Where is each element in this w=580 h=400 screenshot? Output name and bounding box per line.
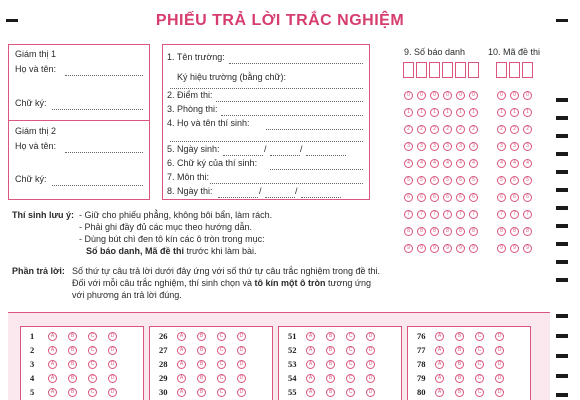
answer-option-bubble[interactable]: B xyxy=(455,388,464,397)
answer-option-bubble[interactable]: D xyxy=(108,346,117,355)
question-number: 76 xyxy=(417,331,426,341)
timing-mark xyxy=(556,134,568,138)
notes-line-4-rest: trước khi làm bài. xyxy=(184,246,257,256)
exam-code-bubble[interactable]: 7 xyxy=(523,210,532,219)
candidate-number-bubble[interactable]: 8 xyxy=(469,227,478,236)
answer-option-bubble[interactable]: D xyxy=(237,332,246,341)
answer-option-bubble[interactable]: A xyxy=(306,360,315,369)
answer-option-bubble[interactable]: B xyxy=(326,346,335,355)
field-school-name: 1. Tên trường: xyxy=(167,52,225,62)
answer-option-bubble[interactable]: D xyxy=(108,360,117,369)
candidate-number-cell[interactable] xyxy=(403,62,414,78)
exam-code-bubble[interactable]: 9 xyxy=(497,244,506,253)
question-number: 80 xyxy=(417,387,426,397)
exam-code-bubble[interactable]: 3 xyxy=(523,142,532,151)
exam-code-bubble[interactable]: 8 xyxy=(497,227,506,236)
answer-option-bubble[interactable]: C xyxy=(217,374,226,383)
exam-code-bubble[interactable]: 1 xyxy=(523,108,532,117)
candidate-number-bubble[interactable]: 5 xyxy=(443,176,452,185)
candidate-number-bubble[interactable]: 4 xyxy=(417,159,426,168)
candidate-number-bubble[interactable]: 0 xyxy=(404,91,413,100)
answer-option-bubble[interactable]: C xyxy=(475,388,484,397)
question-number: 77 xyxy=(417,345,426,355)
candidate-number-bubble[interactable]: 9 xyxy=(443,244,452,253)
answer-option-bubble[interactable]: C xyxy=(346,374,355,383)
answer-option-bubble[interactable]: B xyxy=(455,360,464,369)
answer-option-bubble[interactable]: B xyxy=(197,388,206,397)
exam-code-bubble[interactable]: 1 xyxy=(497,108,506,117)
answer-note-line-2-post: tương ứng xyxy=(325,278,371,288)
timing-mark xyxy=(556,334,568,338)
candidate-number-bubble[interactable]: 7 xyxy=(443,210,452,219)
answer-option-bubble[interactable]: D xyxy=(366,388,375,397)
timing-mark xyxy=(556,116,568,120)
birth-year-line[interactable] xyxy=(306,155,346,156)
candidate-number-bubble[interactable]: 6 xyxy=(417,193,426,202)
exam-code-bubble[interactable]: 7 xyxy=(510,210,519,219)
answer-option-bubble[interactable]: B xyxy=(326,360,335,369)
exam-code-cell[interactable] xyxy=(509,62,520,78)
candidate-number-bubble[interactable]: 1 xyxy=(430,108,439,117)
notes-heading: Thí sinh lưu ý: xyxy=(12,210,75,220)
candidate-number-bubble[interactable]: 3 xyxy=(417,142,426,151)
exam-code-bubble[interactable]: 4 xyxy=(497,159,506,168)
answer-option-bubble[interactable]: C xyxy=(346,360,355,369)
candidate-number-bubble[interactable]: 5 xyxy=(469,176,478,185)
answer-option-bubble[interactable]: D xyxy=(366,346,375,355)
exam-code-cell[interactable] xyxy=(522,62,533,78)
answer-option-bubble[interactable]: A xyxy=(48,360,57,369)
timing-mark xyxy=(556,393,568,397)
candidate-number-cell[interactable] xyxy=(429,62,440,78)
question-number: 28 xyxy=(159,359,168,369)
candidate-number-bubble[interactable]: 1 xyxy=(469,108,478,117)
exam-code-bubble[interactable]: 9 xyxy=(523,244,532,253)
examiner-2-name-label: Họ và tên: xyxy=(15,141,57,151)
answer-option-bubble[interactable]: D xyxy=(237,374,246,383)
candidate-number-bubble[interactable]: 3 xyxy=(430,142,439,151)
examiner-1-sign-label: Chữ ký: xyxy=(15,98,47,108)
date-separator-3: / xyxy=(259,186,262,196)
answer-option-bubble[interactable]: A xyxy=(48,332,57,341)
candidate-number-bubble[interactable]: 1 xyxy=(456,108,465,117)
question-number: 2 xyxy=(30,345,35,355)
answer-option-bubble[interactable]: D xyxy=(237,360,246,369)
field-exam-site: 2. Điểm thi: xyxy=(167,90,213,100)
answer-option-bubble[interactable]: C xyxy=(217,332,226,341)
field-candidate-name-line[interactable] xyxy=(266,129,363,130)
candidate-number-bubble[interactable]: 1 xyxy=(443,108,452,117)
candidate-number-cell[interactable] xyxy=(468,62,479,78)
examiner-1-name-label: Họ và tên: xyxy=(15,64,57,74)
timing-mark xyxy=(556,170,568,174)
candidate-number-bubble[interactable]: 1 xyxy=(417,108,426,117)
candidate-number-bubble[interactable]: 0 xyxy=(430,91,439,100)
question-number: 78 xyxy=(417,359,426,369)
question-number: 27 xyxy=(159,345,168,355)
timing-mark xyxy=(556,242,568,246)
question-number: 52 xyxy=(288,345,297,355)
answer-option-bubble[interactable]: C xyxy=(217,346,226,355)
answer-option-bubble[interactable]: A xyxy=(435,332,444,341)
exam-code-bubble[interactable]: 2 xyxy=(510,125,519,134)
exam-code-bubble[interactable]: 7 xyxy=(497,210,506,219)
answer-option-bubble[interactable]: A xyxy=(177,332,186,341)
exam-code-bubble[interactable]: 1 xyxy=(510,108,519,117)
candidate-number-bubble[interactable]: 7 xyxy=(469,210,478,219)
candidate-number-bubble[interactable]: 9 xyxy=(469,244,478,253)
field-exam-room: 3. Phòng thi: xyxy=(167,104,218,114)
answer-option-bubble[interactable]: A xyxy=(48,346,57,355)
answer-option-bubble[interactable]: D xyxy=(495,360,504,369)
field-candidate-signature: 6. Chữ ký của thí sinh: xyxy=(167,158,258,168)
exam-code-cell[interactable] xyxy=(496,62,507,78)
candidate-number-bubble[interactable]: 7 xyxy=(417,210,426,219)
answer-option-bubble[interactable]: B xyxy=(455,346,464,355)
candidate-number-bubble[interactable]: 8 xyxy=(417,227,426,236)
timing-mark xyxy=(556,98,568,102)
answer-group xyxy=(407,326,531,400)
answer-option-bubble[interactable]: A xyxy=(435,360,444,369)
candidate-number-bubble[interactable]: 4 xyxy=(404,159,413,168)
candidate-number-bubble[interactable]: 3 xyxy=(456,142,465,151)
timing-mark xyxy=(556,224,568,228)
field-candidate-name-line-2[interactable] xyxy=(170,141,363,142)
examiner-2-heading: Giám thị 2 xyxy=(15,126,57,136)
examiner-2-sign-line[interactable] xyxy=(52,185,143,186)
answer-option-bubble[interactable]: D xyxy=(108,388,117,397)
notes-line-2: - Phải ghi đầy đủ các mục theo hướng dẫn. xyxy=(79,222,253,232)
timing-mark xyxy=(556,354,568,358)
candidate-number-cell[interactable] xyxy=(455,62,466,78)
answer-group xyxy=(149,326,273,400)
answer-option-bubble[interactable]: D xyxy=(366,360,375,369)
exam-code-bubble[interactable]: 6 xyxy=(523,193,532,202)
answer-option-bubble[interactable]: A xyxy=(306,346,315,355)
candidate-number-bubble[interactable]: 0 xyxy=(417,91,426,100)
exam-code-cells xyxy=(496,62,535,78)
question-number: 53 xyxy=(288,359,297,369)
exam-code-bubble[interactable]: 4 xyxy=(510,159,519,168)
candidate-number-bubble[interactable]: 3 xyxy=(443,142,452,151)
exam-code-bubble[interactable]: 2 xyxy=(523,125,532,134)
answer-group xyxy=(278,326,402,400)
answer-option-bubble[interactable]: D xyxy=(495,346,504,355)
answer-option-bubble[interactable]: A xyxy=(48,388,57,397)
candidate-number-bubble[interactable]: 8 xyxy=(404,227,413,236)
question-number: 4 xyxy=(30,373,35,383)
answer-option-bubble[interactable]: D xyxy=(366,374,375,383)
birth-month-line[interactable] xyxy=(270,155,300,156)
date-separator-1: / xyxy=(264,144,267,154)
candidate-number-bubble[interactable]: 7 xyxy=(430,210,439,219)
candidate-number-bubble[interactable]: 0 xyxy=(469,91,478,100)
answer-option-bubble[interactable]: B xyxy=(68,346,77,355)
candidate-number-cell[interactable] xyxy=(416,62,427,78)
answer-option-bubble[interactable]: B xyxy=(197,332,206,341)
candidate-number-bubble[interactable]: 3 xyxy=(469,142,478,151)
exam-code-bubble[interactable]: 3 xyxy=(510,142,519,151)
candidate-number-bubble[interactable]: 4 xyxy=(456,159,465,168)
question-number: 1 xyxy=(30,331,35,341)
date-separator-4: / xyxy=(295,186,298,196)
answer-option-bubble[interactable]: C xyxy=(346,346,355,355)
answer-option-bubble[interactable]: B xyxy=(197,374,206,383)
exam-code-title: 10. Mã đề thi xyxy=(488,47,541,57)
question-number: 51 xyxy=(288,331,297,341)
field-school-code-line[interactable] xyxy=(170,88,363,89)
answer-option-bubble[interactable]: C xyxy=(88,360,97,369)
question-number: 26 xyxy=(159,331,168,341)
exam-code-bubble[interactable]: 0 xyxy=(523,91,532,100)
exam-code-bubble[interactable]: 6 xyxy=(497,193,506,202)
field-birth-date: 5. Ngày sinh: xyxy=(167,144,220,154)
candidate-number-bubble[interactable]: 5 xyxy=(456,176,465,185)
candidate-number-title: 9. Số báo danh xyxy=(404,47,466,57)
candidate-number-bubble[interactable]: 7 xyxy=(456,210,465,219)
answer-option-bubble[interactable]: B xyxy=(455,374,464,383)
exam-code-bubble[interactable]: 5 xyxy=(510,176,519,185)
exam-code-bubble[interactable]: 8 xyxy=(510,227,519,236)
answer-option-bubble[interactable]: D xyxy=(108,332,117,341)
answer-note-line-1: Số thứ tự câu trả lời dưới đây ứng với số thứ tự câu trắc nghiệm trong đề thi. xyxy=(72,266,380,276)
candidate-number-bubble[interactable]: 2 xyxy=(430,125,439,134)
answer-option-bubble[interactable]: C xyxy=(217,388,226,397)
answer-option-bubble[interactable]: B xyxy=(326,332,335,341)
question-number: 3 xyxy=(30,359,35,369)
candidate-number-bubble[interactable]: 4 xyxy=(469,159,478,168)
exam-code-bubble[interactable]: 4 xyxy=(523,159,532,168)
examiner-2-name-line[interactable] xyxy=(65,152,143,153)
notes-line-4 xyxy=(86,246,256,256)
notes-line-4-bold: Số báo danh, Mã đề thi xyxy=(86,246,185,256)
notes-line-1: - Giữ cho phiếu phẳng, không bôi bẩn, làm rách. xyxy=(79,210,273,220)
question-number: 29 xyxy=(159,373,168,383)
timing-mark xyxy=(556,374,568,378)
candidate-number-bubble[interactable]: 3 xyxy=(404,142,413,151)
answer-option-bubble[interactable]: C xyxy=(346,388,355,397)
answer-option-bubble[interactable]: C xyxy=(475,346,484,355)
question-number: 30 xyxy=(159,387,168,397)
exam-day-line[interactable] xyxy=(218,197,258,198)
timing-mark xyxy=(556,278,568,282)
exam-code-bubble[interactable]: 8 xyxy=(523,227,532,236)
date-separator-2: / xyxy=(300,144,303,154)
answer-option-bubble[interactable]: D xyxy=(237,346,246,355)
corner-mark-right xyxy=(556,19,568,22)
field-subject: 7. Môn thi: xyxy=(167,172,210,182)
candidate-number-bubble[interactable]: 2 xyxy=(443,125,452,134)
candidate-number-bubble[interactable]: 2 xyxy=(417,125,426,134)
answer-option-bubble[interactable]: D xyxy=(366,332,375,341)
notes-line-3: - Dùng bút chì đen tô kín các ô tròn trong mục: xyxy=(79,234,265,244)
examiner-1-name-line[interactable] xyxy=(65,75,143,76)
question-number: 79 xyxy=(417,373,426,383)
birth-day-line[interactable] xyxy=(223,155,263,156)
exam-year-line[interactable] xyxy=(301,197,341,198)
timing-mark xyxy=(556,152,568,156)
answer-option-bubble[interactable]: C xyxy=(88,332,97,341)
exam-code-bubble[interactable]: 5 xyxy=(523,176,532,185)
candidate-number-bubble[interactable]: 6 xyxy=(456,193,465,202)
candidate-number-cells xyxy=(403,62,481,78)
answer-option-bubble[interactable]: B xyxy=(326,388,335,397)
answer-option-bubble[interactable]: A xyxy=(435,388,444,397)
field-school-code: Ký hiệu trường (bằng chữ): xyxy=(177,72,287,82)
sheet-title: PHIẾU TRẢ LỜI TRẮC NGHIỆM xyxy=(155,12,405,29)
candidate-number-bubble[interactable]: 2 xyxy=(456,125,465,134)
candidate-number-bubble[interactable]: 9 xyxy=(430,244,439,253)
answer-option-bubble[interactable]: C xyxy=(88,388,97,397)
answer-option-bubble[interactable]: A xyxy=(48,374,57,383)
timing-mark xyxy=(556,314,568,318)
candidate-number-bubble[interactable]: 1 xyxy=(404,108,413,117)
answer-option-bubble[interactable]: C xyxy=(346,332,355,341)
question-number: 5 xyxy=(30,387,35,397)
answer-option-bubble[interactable]: A xyxy=(177,346,186,355)
answer-option-bubble[interactable]: D xyxy=(495,332,504,341)
candidate-number-bubble[interactable]: 9 xyxy=(456,244,465,253)
corner-mark-left xyxy=(6,19,18,22)
candidate-number-bubble[interactable]: 2 xyxy=(469,125,478,134)
candidate-number-bubble[interactable]: 7 xyxy=(404,210,413,219)
candidate-number-bubble[interactable]: 2 xyxy=(404,125,413,134)
answer-note-line-2 xyxy=(72,278,371,288)
answer-option-bubble[interactable]: A xyxy=(435,346,444,355)
field-exam-site-line[interactable] xyxy=(216,101,363,102)
answer-note-line-3: với phương án trả lời đúng. xyxy=(72,290,182,300)
exam-code-bubble[interactable]: 9 xyxy=(510,244,519,253)
candidate-number-bubble[interactable]: 8 xyxy=(430,227,439,236)
answer-option-bubble[interactable]: D xyxy=(237,388,246,397)
candidate-number-bubble[interactable]: 4 xyxy=(430,159,439,168)
answer-option-bubble[interactable]: A xyxy=(177,388,186,397)
examiner-1-sign-line[interactable] xyxy=(52,109,143,110)
field-candidate-signature-line[interactable] xyxy=(270,169,363,170)
answer-option-bubble[interactable]: C xyxy=(475,374,484,383)
candidate-number-bubble[interactable]: 8 xyxy=(443,227,452,236)
answer-option-bubble[interactable]: B xyxy=(197,360,206,369)
field-exam-room-line[interactable] xyxy=(221,115,363,116)
answer-option-bubble[interactable]: B xyxy=(68,388,77,397)
answer-option-bubble[interactable]: C xyxy=(88,374,97,383)
answer-option-bubble[interactable]: A xyxy=(177,374,186,383)
field-school-name-line[interactable] xyxy=(229,63,363,64)
examiner-2-sign-label: Chữ ký: xyxy=(15,174,47,184)
answer-note-line-2-pre: Đối với mỗi câu trắc nghiệm, thí sinh chọn và xyxy=(72,278,255,288)
timing-mark xyxy=(556,260,568,264)
answer-option-bubble[interactable]: C xyxy=(475,332,484,341)
answer-option-bubble[interactable]: D xyxy=(495,374,504,383)
timing-mark xyxy=(556,206,568,210)
answer-option-bubble[interactable]: A xyxy=(306,332,315,341)
answer-group xyxy=(20,326,144,400)
candidate-number-bubble[interactable]: 6 xyxy=(469,193,478,202)
answer-option-bubble[interactable]: A xyxy=(306,388,315,397)
candidate-number-bubble[interactable]: 5 xyxy=(430,176,439,185)
answer-option-bubble[interactable]: B xyxy=(326,374,335,383)
answer-note-heading: Phần trả lời: xyxy=(12,266,65,276)
examiner-1-heading: Giám thị 1 xyxy=(15,49,57,59)
exam-code-bubble[interactable]: 6 xyxy=(510,193,519,202)
exam-code-bubble[interactable]: 5 xyxy=(497,176,506,185)
candidate-number-bubble[interactable]: 6 xyxy=(443,193,452,202)
exam-month-line[interactable] xyxy=(265,197,295,198)
candidate-number-bubble[interactable]: 9 xyxy=(417,244,426,253)
candidate-number-bubble[interactable]: 0 xyxy=(443,91,452,100)
answer-option-bubble[interactable]: C xyxy=(475,360,484,369)
candidate-number-bubble[interactable]: 4 xyxy=(443,159,452,168)
exam-code-bubble[interactable]: 2 xyxy=(497,125,506,134)
answer-option-bubble[interactable]: A xyxy=(435,374,444,383)
timing-mark xyxy=(556,188,568,192)
answer-option-bubble[interactable]: A xyxy=(306,374,315,383)
candidate-number-bubble[interactable]: 5 xyxy=(417,176,426,185)
candidate-number-bubble[interactable]: 8 xyxy=(456,227,465,236)
candidate-number-cell[interactable] xyxy=(442,62,453,78)
candidate-number-bubble[interactable]: 5 xyxy=(404,176,413,185)
field-subject-line[interactable] xyxy=(210,183,363,184)
answer-note-line-2-bold: tô kín một ô tròn xyxy=(254,278,326,288)
answer-option-bubble[interactable]: B xyxy=(455,332,464,341)
question-number: 54 xyxy=(288,373,297,383)
answer-option-bubble[interactable]: C xyxy=(88,346,97,355)
candidate-number-bubble[interactable]: 6 xyxy=(430,193,439,202)
answer-option-bubble[interactable]: D xyxy=(495,388,504,397)
answer-option-bubble[interactable]: D xyxy=(108,374,117,383)
field-exam-date: 8. Ngày thi: xyxy=(167,186,213,196)
answer-option-bubble[interactable]: B xyxy=(197,346,206,355)
exam-code-bubble[interactable]: 0 xyxy=(497,91,506,100)
exam-code-bubble[interactable]: 3 xyxy=(497,142,506,151)
answer-option-bubble[interactable]: B xyxy=(68,360,77,369)
examiner-divider xyxy=(8,120,150,121)
candidate-number-bubble[interactable]: 9 xyxy=(404,244,413,253)
answer-option-bubble[interactable]: B xyxy=(68,332,77,341)
candidate-number-bubble[interactable]: 0 xyxy=(456,91,465,100)
field-candidate-name: 4. Họ và tên thí sinh: xyxy=(167,118,250,128)
exam-code-bubble[interactable]: 0 xyxy=(510,91,519,100)
question-number: 55 xyxy=(288,387,297,397)
answer-option-bubble[interactable]: B xyxy=(68,374,77,383)
answer-option-bubble[interactable]: C xyxy=(217,360,226,369)
candidate-number-bubble[interactable]: 6 xyxy=(404,193,413,202)
answer-option-bubble[interactable]: A xyxy=(177,360,186,369)
